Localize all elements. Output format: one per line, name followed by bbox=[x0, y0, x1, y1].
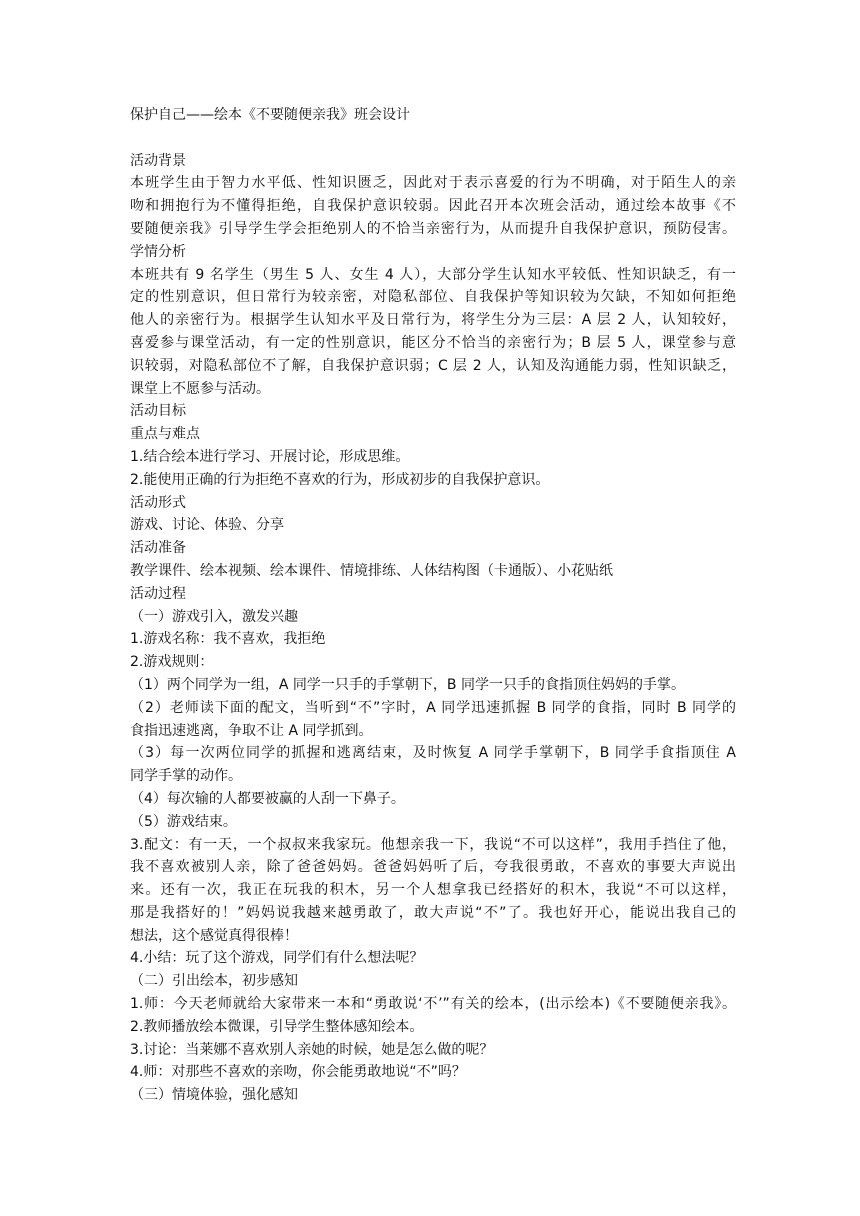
text-line: 活动背景 bbox=[130, 152, 186, 169]
text-line: （3）每一次两位同学的抓握和逃离结束，及时恢复 A 同学手掌朝下，B 同学手食指顶住 A bbox=[130, 745, 736, 762]
text-line: （三）情境体验，强化感知 bbox=[130, 1087, 298, 1104]
text-line: 学情分析 bbox=[130, 243, 186, 260]
text-line: （一）游戏引入，激发兴趣 bbox=[130, 608, 298, 625]
text-line: 重点与难点 bbox=[130, 426, 200, 443]
document-page bbox=[130, 104, 736, 1107]
text-line: （1）两个同学为一组，A 同学一只手的手掌朝下，B 同学一只手的食指顶住妈妈的手掌。 bbox=[130, 676, 685, 693]
text-line: 游戏、讨论、体验、分享 bbox=[130, 517, 284, 534]
text-line: （5）游戏结束。 bbox=[130, 813, 237, 830]
text-line: 吻和拥抱行为不懂得拒绝，自我保护意识较弱。因此召开本次班会活动，通过绘本故事《不 bbox=[130, 198, 736, 215]
text-line: 要随便亲我》引导学生学会拒绝别人的不恰当亲密行为，从而提升自我保护意识，预防侵害。 bbox=[130, 220, 736, 237]
text-line: 教学课件、绘本视频、绘本课件、情境排练、人体结构图（卡通版）、小花贴纸 bbox=[130, 562, 613, 579]
text-line: 食指迅速逃离，争取不让 A 同学抓到。 bbox=[130, 722, 373, 739]
text-line: 1.游戏名称：我不喜欢，我拒绝 bbox=[130, 631, 326, 648]
text-line: 识较弱，对隐私部位不了解，自我保护意识弱；C 层 2 人，认知及沟通能力弱，性知识缺乏， bbox=[130, 357, 736, 374]
text-line: 活动准备 bbox=[130, 540, 186, 557]
text-line: 4.师：对那些不喜欢的亲吻，你会能勇敢地说“不”吗？ bbox=[130, 1064, 466, 1081]
document-body bbox=[130, 150, 736, 1107]
text-line: 1.结合绘本进行学习、开展讨论，形成思维。 bbox=[130, 448, 410, 465]
text-line: 来。还有一次，我正在玩我的积木，另一个人想拿我已经搭好的积木，我说“不可以这样， bbox=[130, 882, 736, 899]
text-line: 课堂上不愿参与活动。 bbox=[130, 380, 270, 397]
text-line: 4.小结：玩了这个游戏，同学们有什么想法呢？ bbox=[130, 950, 424, 967]
blank-line bbox=[130, 127, 736, 150]
text-line: 3.讨论：当莱娜不喜欢别人亲她的时候，她是怎么做的呢？ bbox=[130, 1041, 494, 1058]
text-line: 活动过程 bbox=[130, 585, 186, 602]
text-line: 本班学生由于智力水平低、性知识匮乏，因此对于表示喜爱的行为不明确，对于陌生人的亲 bbox=[130, 175, 736, 192]
text-line: 2.游戏规则： bbox=[130, 654, 214, 671]
document-title: 保护自己——绘本《不要随便亲我》班会设计 bbox=[130, 107, 410, 123]
text-line: 2.能使用正确的行为拒绝不喜欢的行为，形成初步的自我保护意识。 bbox=[130, 471, 550, 488]
text-line: 他人的亲密行为。根据学生认知水平及日常行为，将学生分为三层：A 层 2 人，认知较好， bbox=[130, 312, 736, 329]
text-line: 本班共有 9 名学生（男生 5 人、女生 4 人），大部分学生认知水平较低、性知识缺乏，有一 bbox=[130, 266, 736, 283]
text-line: 那是我搭好的！”妈妈说我越来越勇敢了，敢大声说“不”了。我也好开心，能说出我自己的 bbox=[130, 904, 736, 921]
text-line: （二）引出绘本，初步感知 bbox=[130, 973, 298, 990]
text-line: 3.配文：有一天，一个叔叔来我家玩。他想亲我一下，我说“不可以这样”，我用手挡住了他， bbox=[130, 836, 736, 853]
text-line: 活动形式 bbox=[130, 494, 186, 511]
text-line: （2）老师读下面的配文，当听到“不”字时，A 同学迅速抓握 B 同学的食指，同时 B 同学的 bbox=[130, 699, 736, 716]
text-line: 同学手掌的动作。 bbox=[130, 768, 242, 785]
text-line: 喜爱参与课堂活动，有一定的性别意识，能区分不恰当的亲密行为；B 层 5 人，课堂参与意 bbox=[130, 334, 736, 351]
text-line: 1.师：今天老师就给大家带来一本和“勇敢说‘不’”有关的绘本，(出示绘本)《不要随便亲我》。 bbox=[130, 996, 736, 1013]
text-line: 2.教师播放绘本微课，引导学生整体感知绘本。 bbox=[130, 1018, 424, 1035]
text-line: 活动目标 bbox=[130, 403, 186, 420]
text-line: 我不喜欢被别人亲，除了爸爸妈妈。爸爸妈妈听了后，夸我很勇敢，不喜欢的事要大声说出 bbox=[130, 859, 736, 876]
text-line: （4）每次输的人都要被赢的人刮一下鼻子。 bbox=[130, 790, 405, 807]
text-line: 定的性别意识，但日常行为较亲密，对隐私部位、自我保护等知识较为欠缺，不知如何拒绝 bbox=[130, 289, 736, 306]
text-line: 想法，这个感觉真得很棒！ bbox=[130, 927, 298, 944]
